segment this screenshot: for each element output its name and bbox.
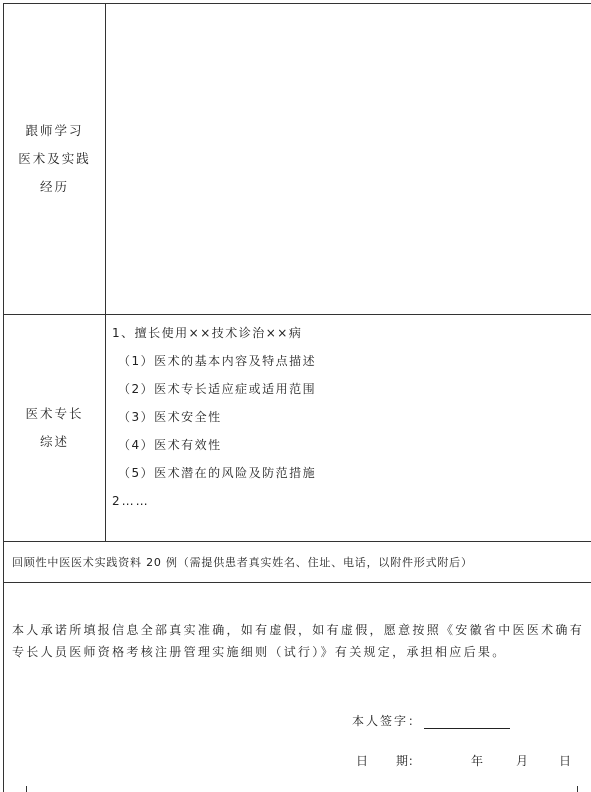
- specialty-item: （3）医术安全性: [118, 410, 222, 424]
- specialty-item: （4）医术有效性: [118, 438, 222, 452]
- signature-area: [352, 712, 510, 729]
- specialty-item: （2）医术专长适应症或适用范围: [118, 382, 317, 396]
- practice-experience-row: [4, 4, 591, 315]
- year-label: 年: [471, 754, 484, 768]
- case-materials-note: 回顾性中医医术实践资料 20 例（需提供患者真实姓名、住址、电话，以附件形式附后）: [12, 556, 473, 569]
- specialty-item-list: [106, 315, 591, 515]
- day-label: 日: [559, 754, 572, 768]
- date-label-period: 期：: [396, 754, 421, 768]
- application-form: [3, 3, 591, 792]
- specialty-summary-field[interactable]: [106, 315, 591, 541]
- practice-label-line-1: 跟师学习: [25, 123, 84, 138]
- specialty-item: 2……: [112, 494, 150, 508]
- practice-label-line-3: 经历: [39, 179, 69, 194]
- specialty-summary-label: [4, 315, 106, 541]
- practice-experience-label: [4, 4, 106, 314]
- page-edge-mark-left: [26, 786, 27, 792]
- specialty-item: 1、擅长使用××技术诊治××病: [112, 326, 303, 340]
- practice-experience-field[interactable]: [106, 4, 591, 314]
- specialty-summary-row: [4, 315, 591, 542]
- practice-label-line-2: 医术及实践: [18, 151, 91, 166]
- specialty-item: （5）医术潜在的风险及防范措施: [118, 466, 317, 480]
- month-label: 月: [516, 754, 529, 768]
- signature-label: 本人签字：: [352, 714, 423, 728]
- specialty-item: （1）医术的基本内容及特点描述: [118, 354, 317, 368]
- specialty-label-line-1: 医术专长: [25, 406, 84, 421]
- pledge-section: [4, 583, 591, 792]
- date-label-day-char: 日: [356, 754, 369, 768]
- specialty-label-line-2: 综述: [39, 434, 69, 449]
- page-edge-mark-right: [577, 786, 578, 792]
- pledge-text: 本人承诺所填报信息全部真实准确，如有虚假，如有虚假，愿意按照《安徽省中医医术确有专长人员医师资格考核注册管理实施细则（试行）》有关规定，承担相应后果。: [12, 623, 585, 659]
- signature-line[interactable]: [424, 716, 510, 729]
- case-materials-row: [4, 542, 591, 583]
